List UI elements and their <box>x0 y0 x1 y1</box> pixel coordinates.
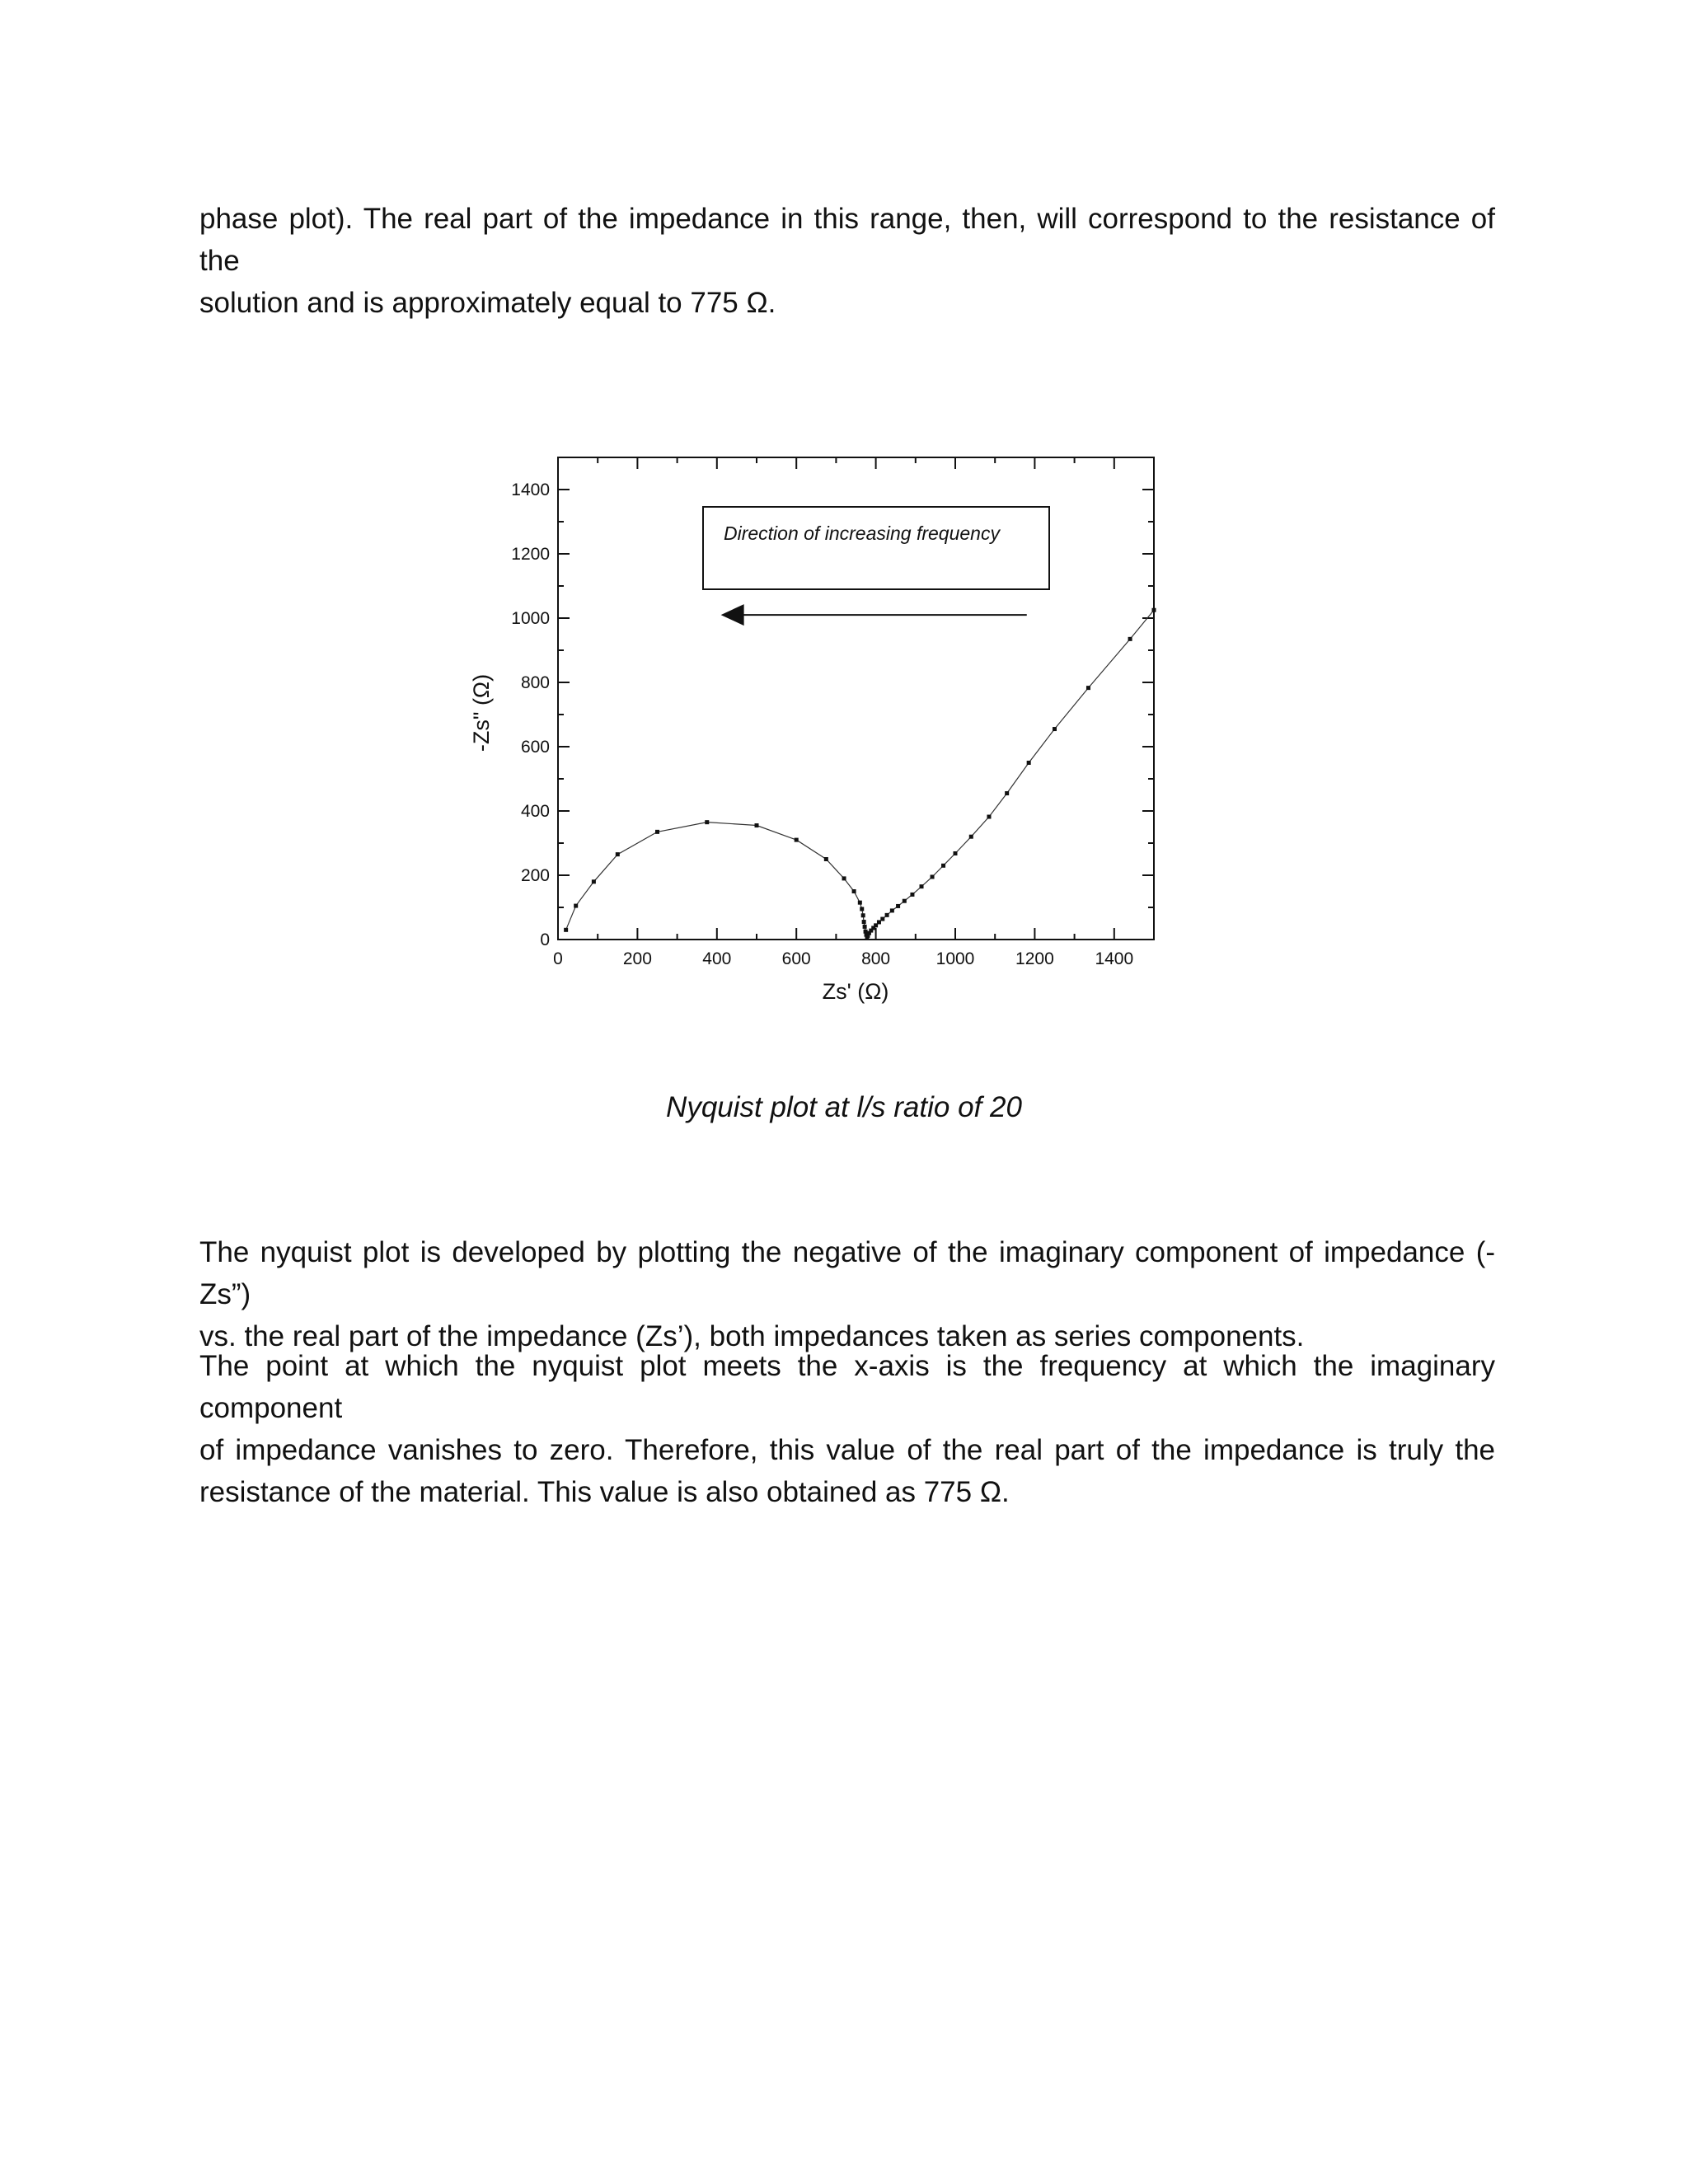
x-tick-label: 1400 <box>1095 949 1134 968</box>
x-tick-label: 200 <box>622 949 652 968</box>
data-point <box>860 907 864 911</box>
data-point <box>987 815 991 819</box>
y-tick-label: 400 <box>520 802 550 821</box>
data-point <box>1086 686 1090 690</box>
paragraph-line: The nyquist plot is developed by plotting the negative of the imaginary component of impedance (-Zs”) <box>199 1236 1495 1310</box>
paragraph-nyquist-definition <box>199 1231 1495 1357</box>
paragraph-solution-resistance <box>199 198 1495 324</box>
y-tick-label: 1400 <box>511 480 550 499</box>
data-point <box>824 857 828 861</box>
paragraph-material-resistance <box>199 1345 1495 1513</box>
paragraph-line: The point at which the nyquist plot meets the x-axis is the frequency at which the imaginary component <box>199 1350 1495 1424</box>
y-tick-label: 200 <box>520 866 550 885</box>
paragraph-line: phase plot). The real part of the impedance in this range, then, will correspond to the resistance of the <box>199 203 1495 277</box>
data-point <box>863 925 867 929</box>
data-point <box>1128 637 1132 641</box>
data-point <box>755 823 759 827</box>
data-point <box>920 884 924 888</box>
data-point <box>852 889 856 893</box>
x-tick-label: 0 <box>553 949 563 968</box>
data-point <box>1053 727 1057 731</box>
data-point <box>903 899 907 903</box>
paragraph-line: resistance of the material. This value is also obtained as 775 Ω. <box>199 1476 1010 1508</box>
y-axis-label: -Zs" (Ω) <box>469 673 494 752</box>
data-point <box>890 908 894 912</box>
data-point <box>931 874 935 879</box>
arrow-head-icon <box>721 604 744 626</box>
y-tick-label: 1000 <box>511 609 550 628</box>
data-point <box>858 901 862 905</box>
x-tick-label: 600 <box>781 949 811 968</box>
data-point <box>885 913 889 917</box>
data-point <box>616 852 620 856</box>
data-point <box>564 928 568 932</box>
data-point <box>592 879 596 883</box>
x-axis-label: Zs' (Ω) <box>822 979 889 1004</box>
annotation-box <box>703 507 1049 589</box>
data-point <box>862 920 866 924</box>
x-tick-label: 1200 <box>1015 949 1054 968</box>
data-point <box>896 904 900 908</box>
y-tick-label: 0 <box>540 930 550 949</box>
data-point <box>574 904 578 908</box>
data-point <box>877 920 881 924</box>
data-point <box>655 830 659 834</box>
data-point <box>880 917 884 921</box>
data-point <box>954 851 958 855</box>
data-point <box>1152 608 1156 612</box>
data-point <box>842 876 846 880</box>
y-tick-label: 800 <box>520 673 550 692</box>
x-tick-label: 800 <box>861 949 891 968</box>
annotation-text: Direction of increasing frequency <box>724 523 1000 544</box>
paragraph-line: vs. the real part of the impedance (Zs’), both impedances taken as series components. <box>199 1320 1305 1352</box>
paragraph-line: solution and is approximately equal to 775 Ω. <box>199 287 776 319</box>
data-point <box>910 893 914 897</box>
y-tick-label: 600 <box>520 738 550 757</box>
paragraph-line: of impedance vanishes to zero. Therefore, this value of the real part of the impedance is truly the <box>199 1434 1495 1466</box>
y-tick-label: 1200 <box>511 545 550 564</box>
data-point <box>861 913 865 917</box>
x-tick-label: 1000 <box>935 949 975 968</box>
data-point <box>941 864 945 868</box>
data-point <box>969 835 973 839</box>
data-point <box>795 838 799 842</box>
data-point <box>1027 761 1031 765</box>
figure-caption: Nyquist plot at l/s ratio of 20 <box>666 1091 1022 1123</box>
data-point <box>705 820 709 824</box>
data-point <box>1005 791 1009 795</box>
x-tick-label: 400 <box>702 949 732 968</box>
series-line <box>566 610 1154 937</box>
